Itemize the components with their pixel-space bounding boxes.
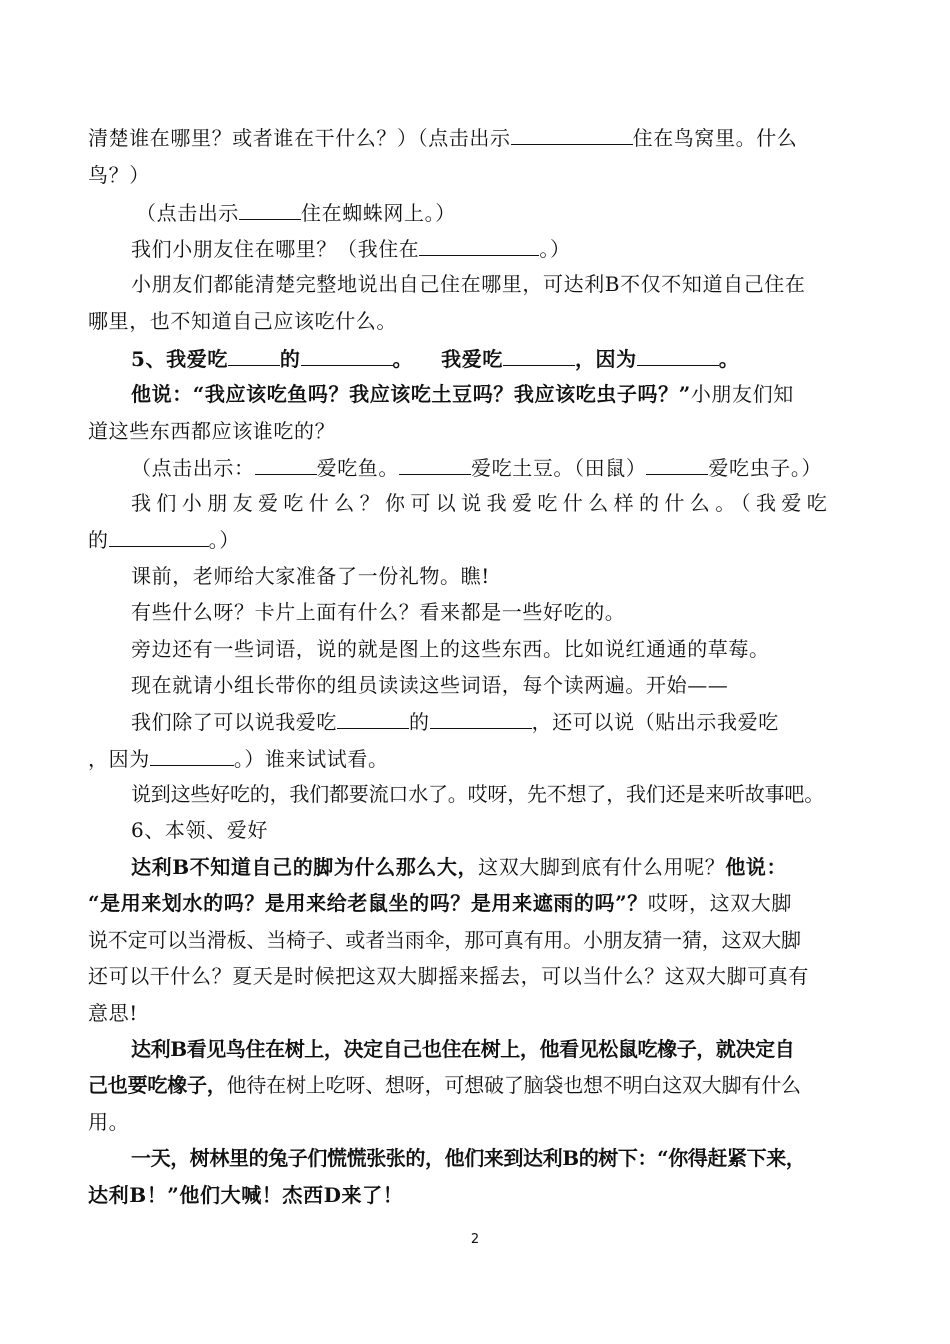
blank bbox=[109, 524, 209, 547]
text-line: 我们小朋友住在哪里？（我住在 。） bbox=[131, 233, 571, 263]
text-line: （点击出示： 爱吃鱼。 爱吃土豆。（田鼠） 爱吃虫子。） bbox=[131, 452, 822, 482]
text-line: 课前，老师给大家准备了一份礼物。瞧! bbox=[131, 564, 490, 588]
text-line: 用。 bbox=[88, 1110, 130, 1134]
section-heading: 5、我爱吃 的 。 我爱吃 ，因为 。 bbox=[131, 343, 739, 373]
text-line: 达利B！”他们大喊！杰西D来了！ bbox=[88, 1183, 404, 1207]
blank bbox=[419, 233, 539, 256]
text-line: 说不定可以当滑板、当椅子、或者当雨伞，那可真有用。小朋友猜一猜，这双大脚 bbox=[88, 928, 801, 952]
blank bbox=[430, 706, 532, 729]
blank bbox=[228, 343, 280, 366]
text-line: 旁边还有一些词语，说的就是图上的这些东西。比如说红通通的草莓。 bbox=[131, 637, 770, 661]
blank bbox=[239, 197, 301, 220]
text-line: 达利B不知道自己的脚为什么那么大，这双大脚到底有什么用呢？他说： bbox=[131, 855, 788, 879]
text-line: 的 。） bbox=[88, 524, 240, 554]
text-line: “是用来划水的吗？是用来给老鼠坐的吗？是用来遮雨的吗”？哎呀，这双大脚 bbox=[88, 891, 793, 915]
blank bbox=[511, 122, 633, 145]
text-line: 有些什么呀？卡片上面有什么？看来都是一些好吃的。 bbox=[131, 600, 626, 624]
text-line: 小朋友们都能清楚完整地说出自己住在哪里，可达利B不仅不知道自己住在 bbox=[131, 272, 806, 296]
blank bbox=[337, 706, 409, 729]
text-line: ，因为 。）谁来试试看。 bbox=[88, 743, 389, 773]
text-line: 我们小朋友爱吃什么？你可以说我爱吃什么样的什么。（我爱吃 bbox=[131, 491, 833, 515]
text-line: 还可以干什么？夏天是时候把这双大脚摇来摇去，可以当什么？这双大脚可真有 bbox=[88, 964, 809, 988]
text-line: 鸟？） bbox=[88, 163, 150, 187]
text-line: 己也要吃橡子，他待在树上吃呀、想呀，可想破了脑袋也想不明白这双大脚有什么 bbox=[88, 1073, 801, 1097]
blank bbox=[399, 452, 471, 475]
blank bbox=[301, 343, 393, 366]
text-line: 现在就请小组长带你的组员读读这些词语，每个读两遍。开始—— bbox=[131, 673, 729, 697]
text-line: 达利B看见鸟住在树上，决定自己也住在树上，他看见松鼠吃橡子，就决定自 bbox=[131, 1037, 795, 1061]
text-line: 意思! bbox=[88, 1001, 138, 1025]
page-number: 2 bbox=[470, 1232, 480, 1247]
blank bbox=[646, 452, 708, 475]
text-line: 清楚谁在哪里？或者谁在干什么？）（点击出示 住在鸟窝里。什么 bbox=[88, 122, 797, 152]
blank bbox=[503, 343, 575, 366]
blank bbox=[255, 452, 317, 475]
text-line: 道这些东西都应该谁吃的？ bbox=[88, 419, 336, 443]
blank bbox=[637, 343, 719, 366]
text-line: 哪里，也不知道自己应该吃什么。 bbox=[88, 309, 397, 333]
text-line: 一天，树林里的兔子们慌慌张张的，他们来到达利B的树下：“你得赶紧下来， bbox=[131, 1146, 806, 1170]
text-line: 他说：“我应该吃鱼吗？我应该吃土豆吗？我应该吃虫子吗？”小朋友们知 bbox=[131, 382, 794, 406]
text-line: （点击出示 住在蜘蛛网上。） bbox=[136, 197, 456, 227]
text-line: 说到这些好吃的，我们都要流口水了。哎呀，先不想了，我们还是来听故事吧。 bbox=[131, 782, 824, 806]
blank bbox=[150, 743, 234, 766]
text-line: 我们除了可以说我爱吃 的 ，还可以说（贴出示我爱吃 bbox=[131, 706, 779, 736]
section-heading: 6、本领、爱好 bbox=[131, 818, 268, 842]
